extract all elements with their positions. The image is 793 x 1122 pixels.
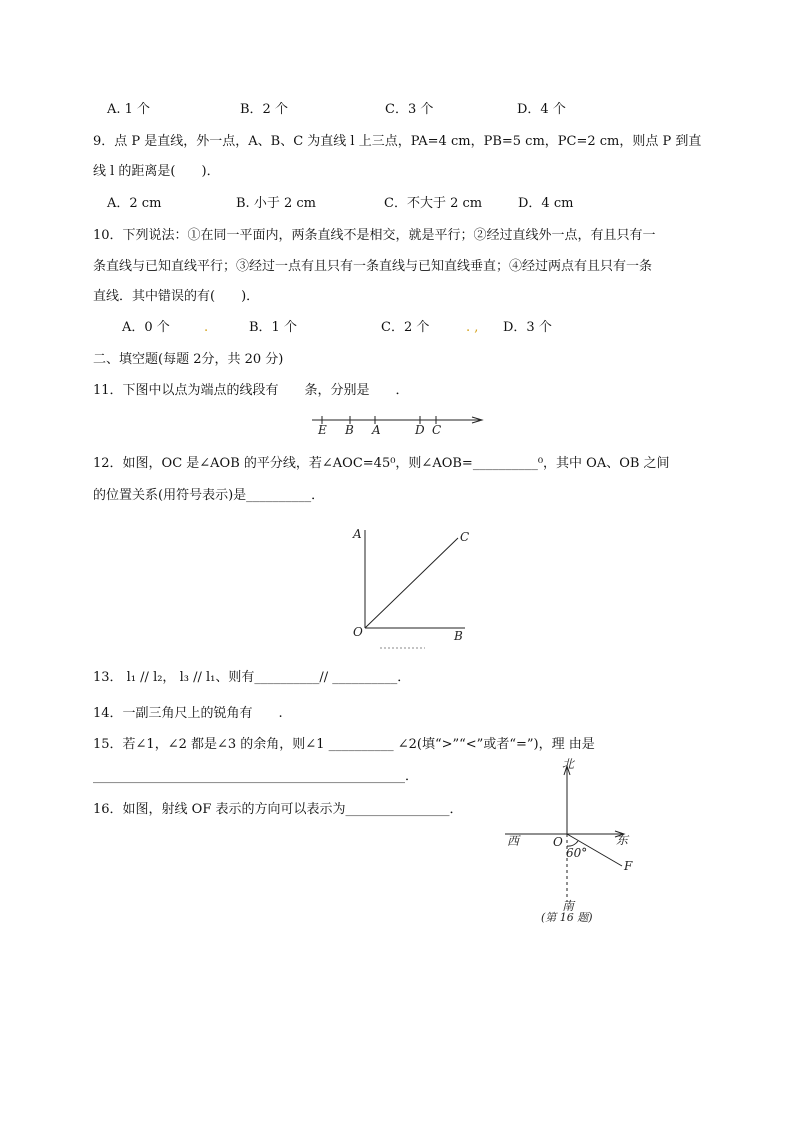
q10-stray-dot-1: . xyxy=(204,320,209,335)
q11-label-d: D xyxy=(415,423,425,437)
q8-option-a: A. 1 个 xyxy=(107,102,151,117)
q12-label-o: O xyxy=(353,625,363,639)
q16-label-o: O xyxy=(553,835,563,849)
q8-option-c: C．3 个 xyxy=(385,102,434,117)
q10-line-1: 10．下列说法：①在同一平面内，两条直线不是相交，就是平行；②经过直线外一点，有且只有一 xyxy=(93,228,656,243)
q10-option-a: A．0 个 xyxy=(122,320,170,335)
q11-label-a: A xyxy=(372,423,381,437)
q12-label-c: C xyxy=(460,530,470,544)
q10-line-2: 条直线与已知直线平行；③经过一点有且只有一条直线与已知直线垂直；④经过两点有且只有一条 xyxy=(93,259,653,274)
q8-option-d: D．4 个 xyxy=(517,102,566,117)
q15-line-1: 15．若∠1，∠2 都是∠3 的余角，则∠1 __________ ∠2(填“>”“<”或者“=”)，理 由是 xyxy=(93,737,595,752)
q16-caption: (第 16 题) xyxy=(541,911,593,924)
q11-label-e: E xyxy=(318,423,327,437)
q16-label-east: 东 xyxy=(616,833,629,847)
q16-text: 16．如图，射线 OF 表示的方向可以表示为________________． xyxy=(93,802,463,817)
q13-text: 13． l₁ // l₂， l₃ // l₁、则有__________// __________． xyxy=(93,670,411,685)
q12-label-b: B xyxy=(454,629,463,643)
q12-line-1: 12．如图，OC 是∠AOB 的平分线，若∠AOC=45⁰，则∠AOB=__________⁰，其中 OA、OB 之间 xyxy=(93,456,670,471)
q14-text: 14．一副三角尺上的锐角有 . xyxy=(93,706,283,721)
q10-option-c: C．2 个 xyxy=(381,320,430,335)
q16-label-f: F xyxy=(624,859,633,873)
q16-label-south: 南 xyxy=(562,899,575,913)
q12-angle-figure xyxy=(350,522,480,652)
q10-line-3: 直线．其中错误的有( )． xyxy=(93,289,260,304)
q10-option-d: D．3 个 xyxy=(503,320,552,335)
q11-text: 11．下图中以点为端点的线段有 条，分别是 ． xyxy=(93,383,409,398)
q9-option-a: A．2 cm xyxy=(107,196,162,211)
q9-line-2: 线 l 的距离是( )． xyxy=(93,164,220,179)
q16-label-north: 北 xyxy=(562,757,575,771)
q9-option-c: C．不大于 2 cm xyxy=(384,196,483,211)
q16-label-angle: 60° xyxy=(566,846,588,860)
q11-label-b: B xyxy=(345,423,354,437)
q8-option-b: B．2 个 xyxy=(240,102,288,117)
q11-label-c: C xyxy=(432,423,442,437)
q10-option-b: B．1 个 xyxy=(249,320,297,335)
q16-compass-figure xyxy=(503,757,643,924)
q10-stray-dot-2: . , xyxy=(466,320,479,335)
q9-option-b: B. 小于 2 cm xyxy=(236,196,316,211)
q9-line-1: 9．点 P 是直线，外一点，A、B、C 为直线 l 上三点，PA=4 cm，PB=5 cm，PC=2 cm，则点 P 到直 xyxy=(93,134,702,149)
q12-label-a: A xyxy=(353,527,362,541)
q12-line-2: 的位置关系(用符号表示)是__________． xyxy=(93,488,325,503)
q9-option-d: D．4 cm xyxy=(518,196,574,211)
q16-label-west: 西 xyxy=(507,834,520,848)
q15-line-2: ________________________________________________． xyxy=(93,769,418,784)
section-title: 二、填空题(每题 2分，共 20 分) xyxy=(93,352,284,367)
q11-segment-figure xyxy=(310,412,490,438)
